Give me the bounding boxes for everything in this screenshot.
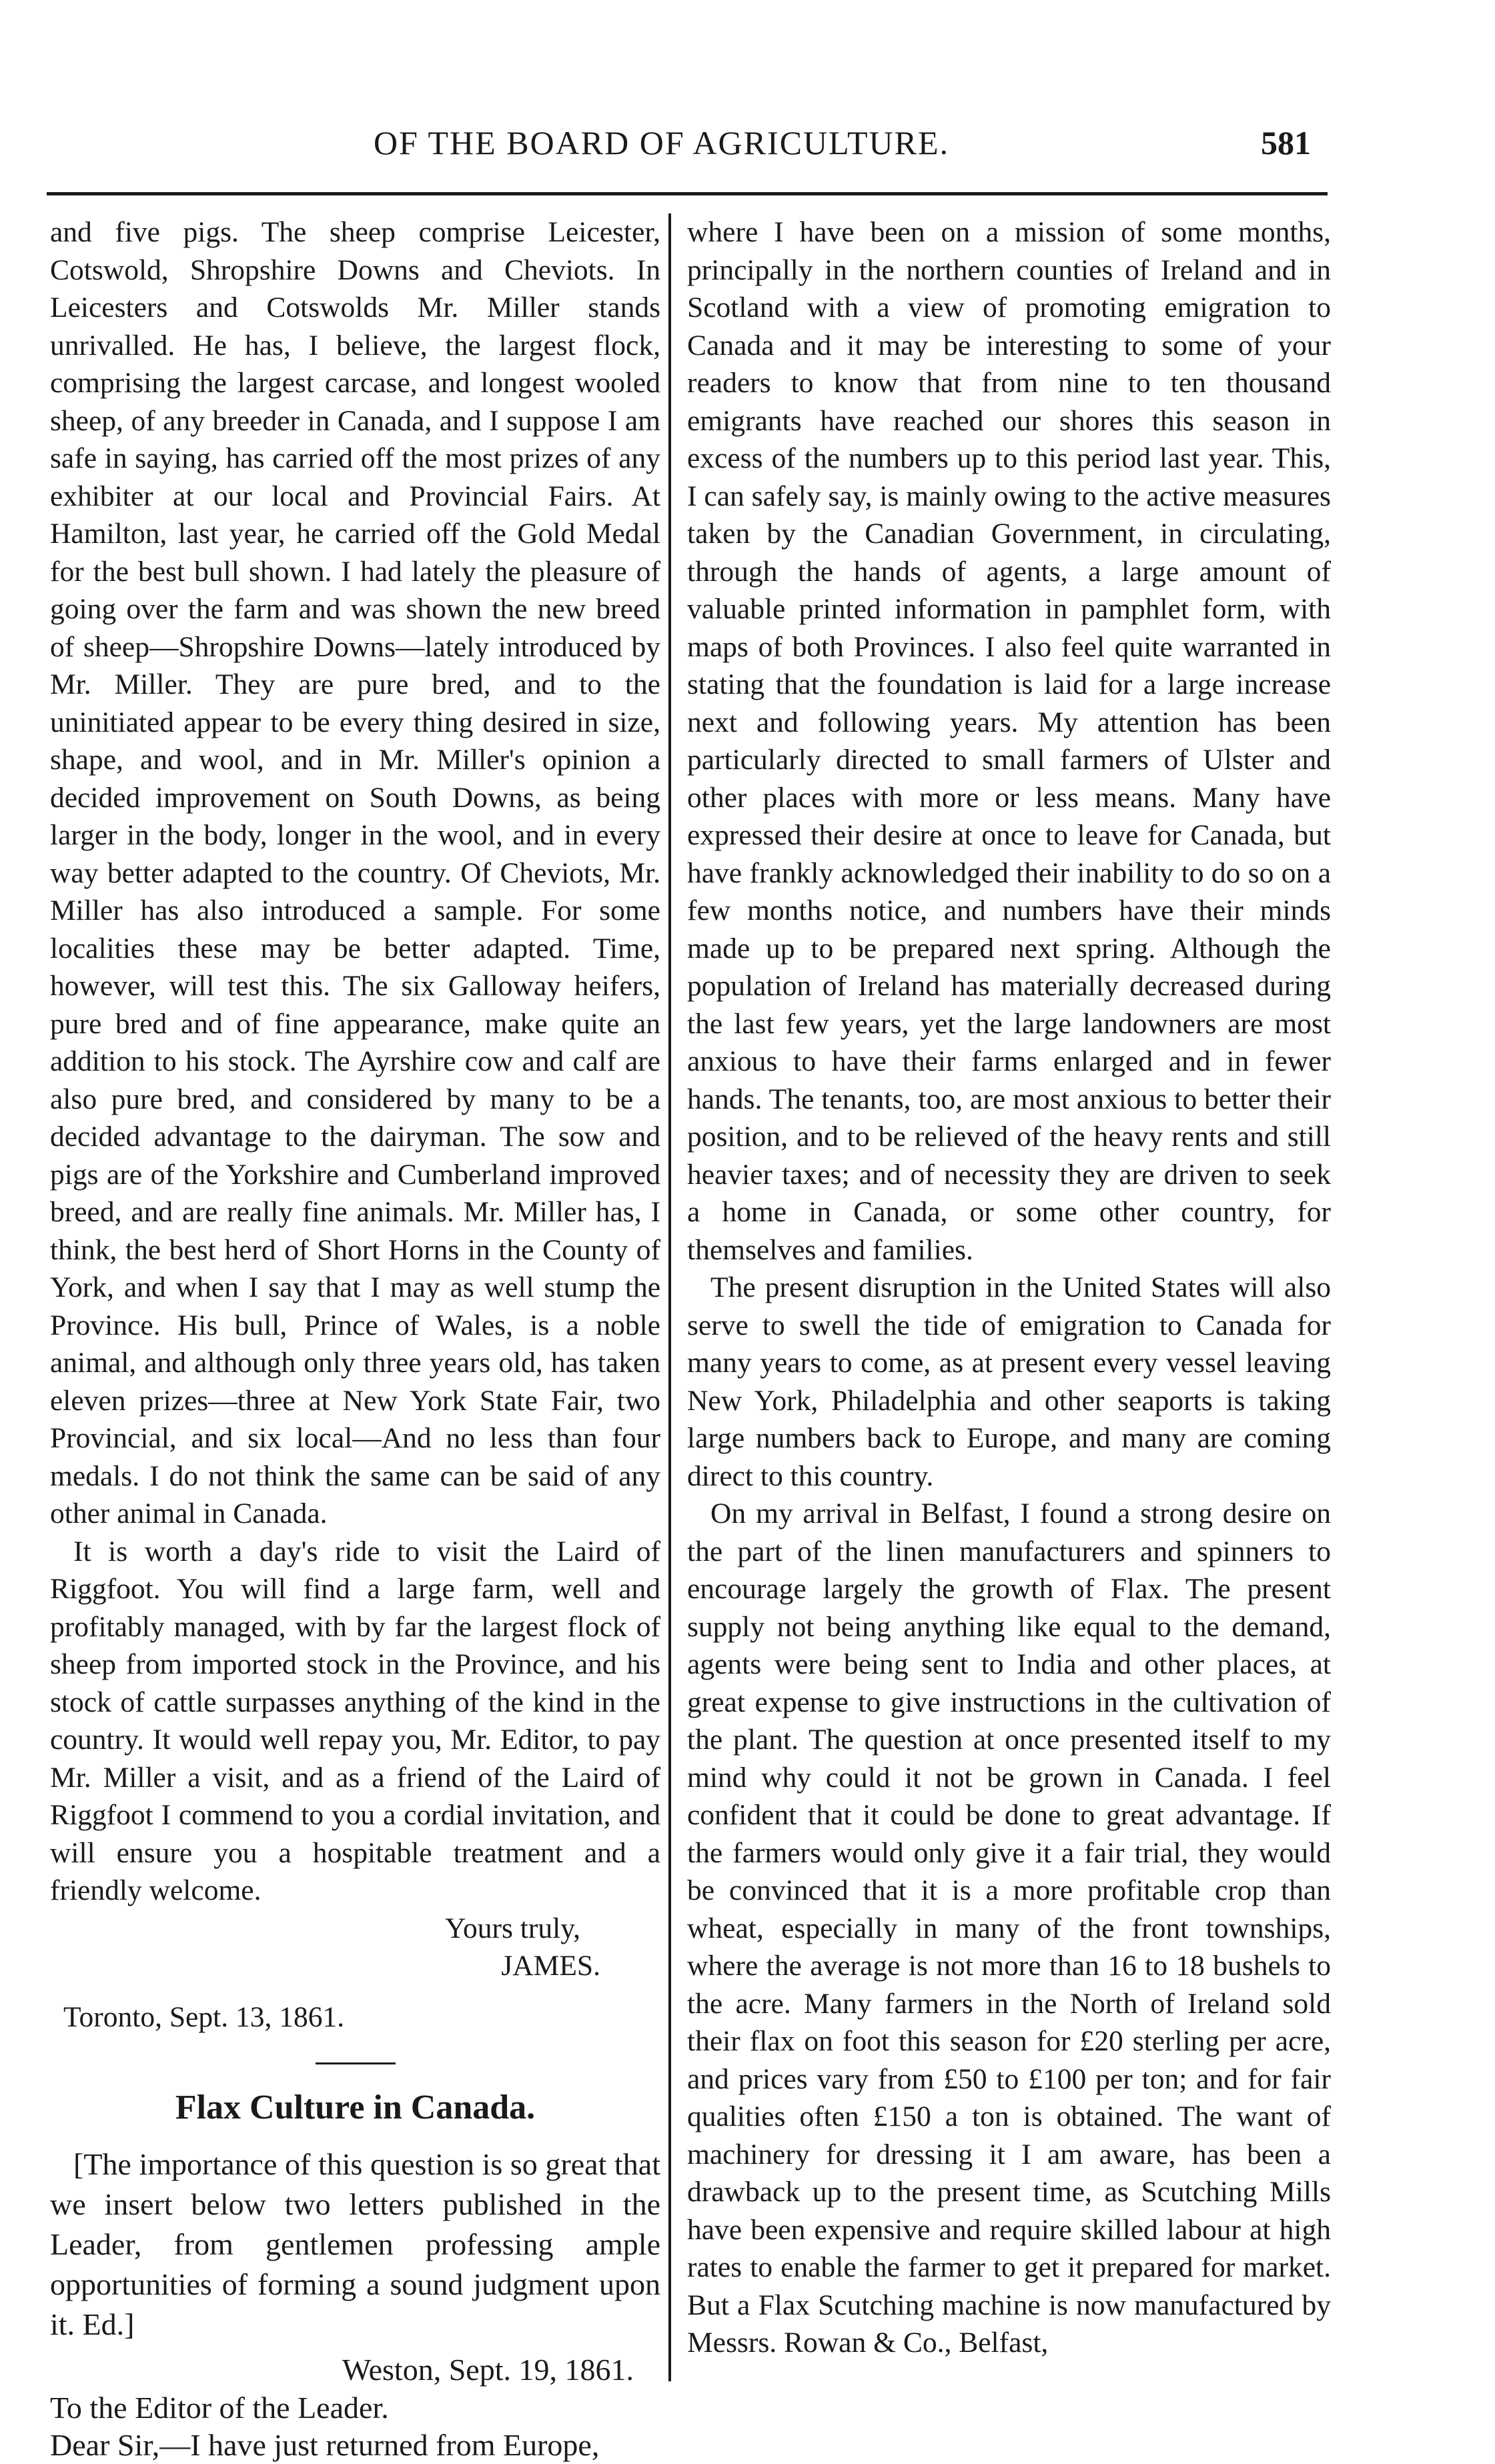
right-paragraph-3: On my arrival in Belfast, I found a strong desire on the part of the linen manufacturers and spinners to encourage largely the growth of Flax. The present supply not being anything like equal to the demand, agents were being sent to India and other places, at great expense to give instructions in the cultivation of the plant. The question at once presented itself to my mind why could it not be grown in Canada. I feel confident that it could be done to great advantage. If the farmers would only give it a fair trial, they would be convinced that it is a more profitable crop than wheat, especially in many of the front townships, where the average is not more than 16 to 18 bushels to the acre. Many farmers in the North of Ireland sold their flax on foot this season for £20 sterling per acre, and prices vary from £50 to £100 per ton; and for fair qualities often £150 a ton is obtained. The want of machinery for dressing it I am aware, has been a drawback up to the present time, as Scutching Mills have been expensive and require skilled labour at high rates to enable the farmer to get it prepared for market. But a Flax Scutching machine is now manufactured by Messrs. Rowan & Co., Belfast, bbox=[687, 1497, 1331, 2359]
letter-signature: JAMES. bbox=[501, 1950, 600, 1982]
editor-note: [The importance of this question is so great that we insert below two letters published in the Leader, from gentlemen professing ample opportunities of forming a sound judgment upon it. Ed.] bbox=[50, 2147, 660, 2341]
running-title: OF THE BOARD OF AGRICULTURE. bbox=[374, 124, 950, 161]
place-date: Toronto, Sept. 13, 1861. bbox=[63, 2000, 345, 2033]
section-separator bbox=[316, 2062, 396, 2064]
letter-salutation: Dear Sir,—I have just returned from Europe, bbox=[50, 2427, 600, 2462]
letter-dateline: Weston, Sept. 19, 1861. bbox=[342, 2353, 634, 2387]
left-column bbox=[50, 213, 660, 2462]
running-header bbox=[0, 123, 1495, 190]
page-number: 581 bbox=[1261, 124, 1311, 161]
left-paragraph-2: It is worth a day's ride to visit the Laird of Riggfoot. You will find a large farm, well and profitably managed, with by far the largest flock of sheep from imported stock in the Province, and his stock of cattle surpasses anything of the kind in the country. It would well repay you, Mr. Editor, to pay Mr. Miller a visit, and as a friend of the Laird of Riggfoot I commend to you a cordial invitation, and will ensure you a hospitable treatment and a friendly welcome. bbox=[50, 1535, 660, 1906]
right-paragraph-2: The present disruption in the United States will also serve to swell the tide of emigration to Canada for many years to come, as at present every vessel leaving New York, Philadelphia and other seaports is taking large numbers back to Europe, and many are coming direct to this country. bbox=[687, 1271, 1331, 1492]
left-paragraph-1: and five pigs. The sheep comprise Leicester, Cotswold, Shropshire Downs and Cheviots. In Leicesters and Cotswolds Mr. Miller stands unrivalled. He has, I believe, the largest flock, comprising the largest carcase, and longest wooled sheep, of any breeder in Canada, and I suppose I am safe in saying, has carried off the most prizes of any exhibiter at our local and Provincial Fairs. At Hamilton, last year, he carried off the Gold Medal for the best bull shown. I had lately the pleasure of going over the farm and was shown the new breed of sheep—Shropshire Downs—lately introduced by Mr. Miller. They are pure bred, and to the uninitiated appear to be every thing desired in size, shape, and wool, and in Mr. Miller's opinion a decided improvement on South Downs, as being larger in the body, longer in the wool, and in every way better adapted to the country. Of Cheviots, Mr. Miller has also introduced a sample. For some localities these may be better adapted. Time, however, will test this. The six Galloway heifers, pure bred and of fine appearance, make quite an addition to his stock. The Ayrshire cow and calf are also pure bred, and considered by many to be a decided advantage to the dairyman. The sow and pigs are of the Yorkshire and Cumberland improved breed, and are really fine animals. Mr. Miller has, I think, the best herd of Short Horns in the County of York, and when I say that I may as well stump the Province. His bull, Prince of Wales, is a noble animal, and although only three years old, has taken eleven prizes—three at New York State Fair, two Provincial, and six local—And no less than four medals. I do not think the same can be said of any other animal in Canada. bbox=[50, 216, 660, 1529]
article-title: Flax Culture in Canada. bbox=[175, 2088, 536, 2126]
column-divider bbox=[668, 213, 671, 2381]
right-paragraph-1: where I have been on a mission of some months, principally in the northern counties of Ireland and in Scotland with a view of promoting emigration to Canada and it may be interesting to some of your readers to know that from nine to ten thousand emigrants have reached our shores this season in excess of the numbers up to this period last year. This, I can safely say, is mainly owing to the active measures taken by the Canadian Government, in circulating, through the hands of agents, a large amount of valuable printed information in pamphlet form, with maps of both Provinces. I also feel quite warranted in stating that the foundation is laid for a large increase next and following years. My attention has been particularly directed to small farmers of Ulster and other places with more or less means. Many have expressed their desire at once to leave for Canada, but have frankly acknowledged their inability to do so on a few months notice, and numbers have their minds made up to be prepared next spring. Although the population of Ireland has materially decreased during the last few years, yet the large landowners are most anxious to have their farms enlarged and in fewer hands. The tenants, too, are most anxious to better their position, and to be relieved of the heavy rents and still heavier taxes; and of necessity they are driven to seek a home in Canada, or some other country, for themselves and families. bbox=[687, 216, 1331, 1266]
letter-closing: Yours truly, bbox=[444, 1912, 580, 1944]
header-rule bbox=[47, 192, 1328, 195]
letter-address: To the Editor of the Leader. bbox=[50, 2390, 389, 2425]
right-column bbox=[687, 213, 1331, 2388]
